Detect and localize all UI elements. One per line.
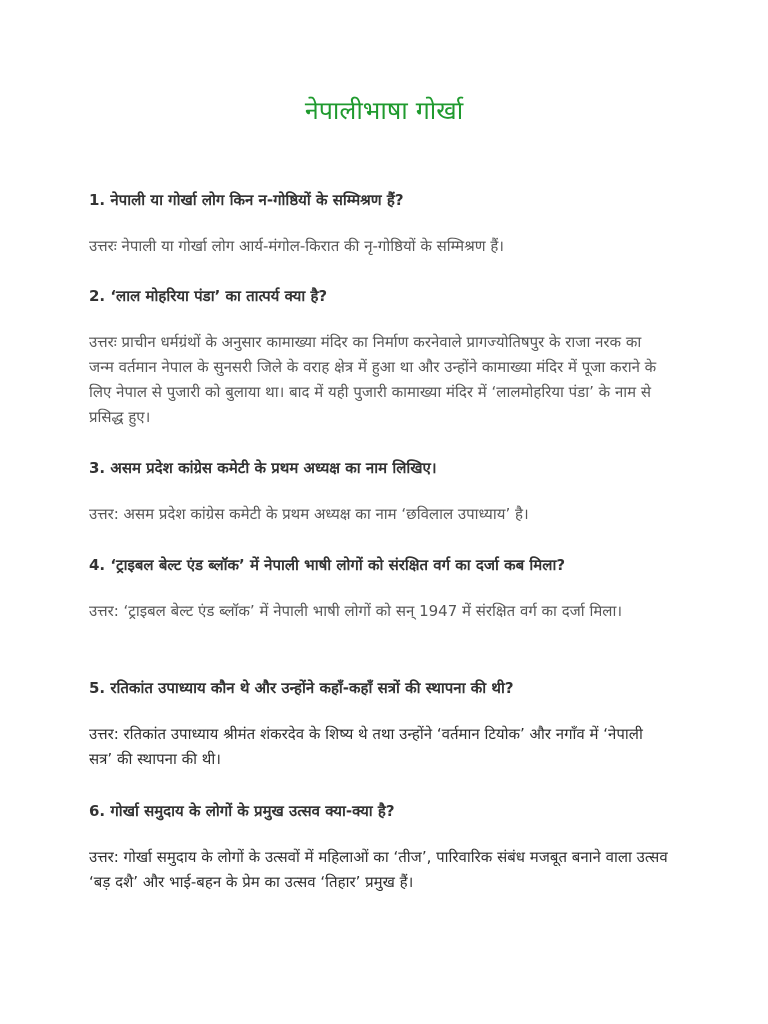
answer-4: उत्तर: ‘ट्राइबल बेल्ट एंड ब्लॉक’ में नेपाली भाषी लोगों को सन् 1947 में संरक्षित वर्ग का दर्जा मिला। <box>89 602 623 620</box>
answer-1: उत्तरः नेपाली या गोर्खा लोग आर्य-मंगोल-किरात की नृ-गोष्ठियों के सम्मिश्रण हैं। <box>89 237 504 255</box>
qa-item-3 <box>89 456 669 527</box>
question-1: 1. नेपाली या गोर्खा लोग किन न-गोष्ठियों के सम्मिश्रण हैं? <box>89 191 404 209</box>
qa-item-5 <box>89 676 669 772</box>
answer-2: उत्तरः प्राचीन धर्मग्रंथों के अनुसार कामाख्या मंदिर का निर्माण करनेवाले प्रागज्योतिषपुर के राजा नरक का जन्म वर्तमान नेपाल के सुनसरी जिले के वराह क्षेत्र में हुआ था और उन्होंने कामाख्या मंदिर में पूजा कराने के लिए नेपाल से पुजारी को बुलाया था। बाद में यही पुजारी कामाख्या मंदिर में ‘लालमोहरिया पंडा’ के नाम से प्रसिद्ध हुए। <box>89 333 657 426</box>
qa-item-2 <box>89 284 669 430</box>
qa-item-4 <box>89 553 669 624</box>
question-4: 4. ‘ट्राइबल बेल्ट एंड ब्लॉक’ में नेपाली भाषी लोगों को संरक्षित वर्ग का दर्जा कब मिला? <box>89 556 566 574</box>
question-2: 2. ‘लाल मोहरिया पंडा’ का तात्पर्य क्या है? <box>89 287 328 305</box>
question-6: 6. गोर्खा समुदाय के लोगों के प्रमुख उत्सव क्या-क्या है? <box>89 802 395 820</box>
qa-item-1 <box>89 188 669 259</box>
answer-5: उत्तर: रतिकांत उपाध्याय श्रीमंत शंकरदेव के शिष्य थे तथा उन्होंने ‘वर्तमान टियोक’ और नगाँव में ‘नेपाली सत्र’ की स्थापना की थी। <box>89 725 643 768</box>
question-5: 5. रतिकांत उपाध्याय कौन थे और उन्होंने कहाँ-कहाँ सत्रों की स्थापना की थी? <box>89 679 514 697</box>
qa-item-6 <box>89 799 669 895</box>
page-title: नेपालीभाषा गोर्खा <box>304 96 464 125</box>
answer-3: उत्तर: असम प्रदेश कांग्रेस कमेटी के प्रथम अध्यक्ष का नाम ‘छविलाल उपाध्याय’ है। <box>89 505 529 523</box>
answer-6: उत्तर: गोर्खा समुदाय के लोगों के उत्सवों में महिलाओं का ‘तीज’, पारिवारिक संबंध मजबूत बनाने वाला उत्सव ‘बड़ दशै’ और भाई-बहन के प्रेम का उत्सव ‘तिहार’ प्रमुख हैं। <box>89 848 668 891</box>
question-3: 3. असम प्रदेश कांग्रेस कमेटी के प्रथम अध्यक्ष का नाम लिखिए। <box>89 459 437 477</box>
